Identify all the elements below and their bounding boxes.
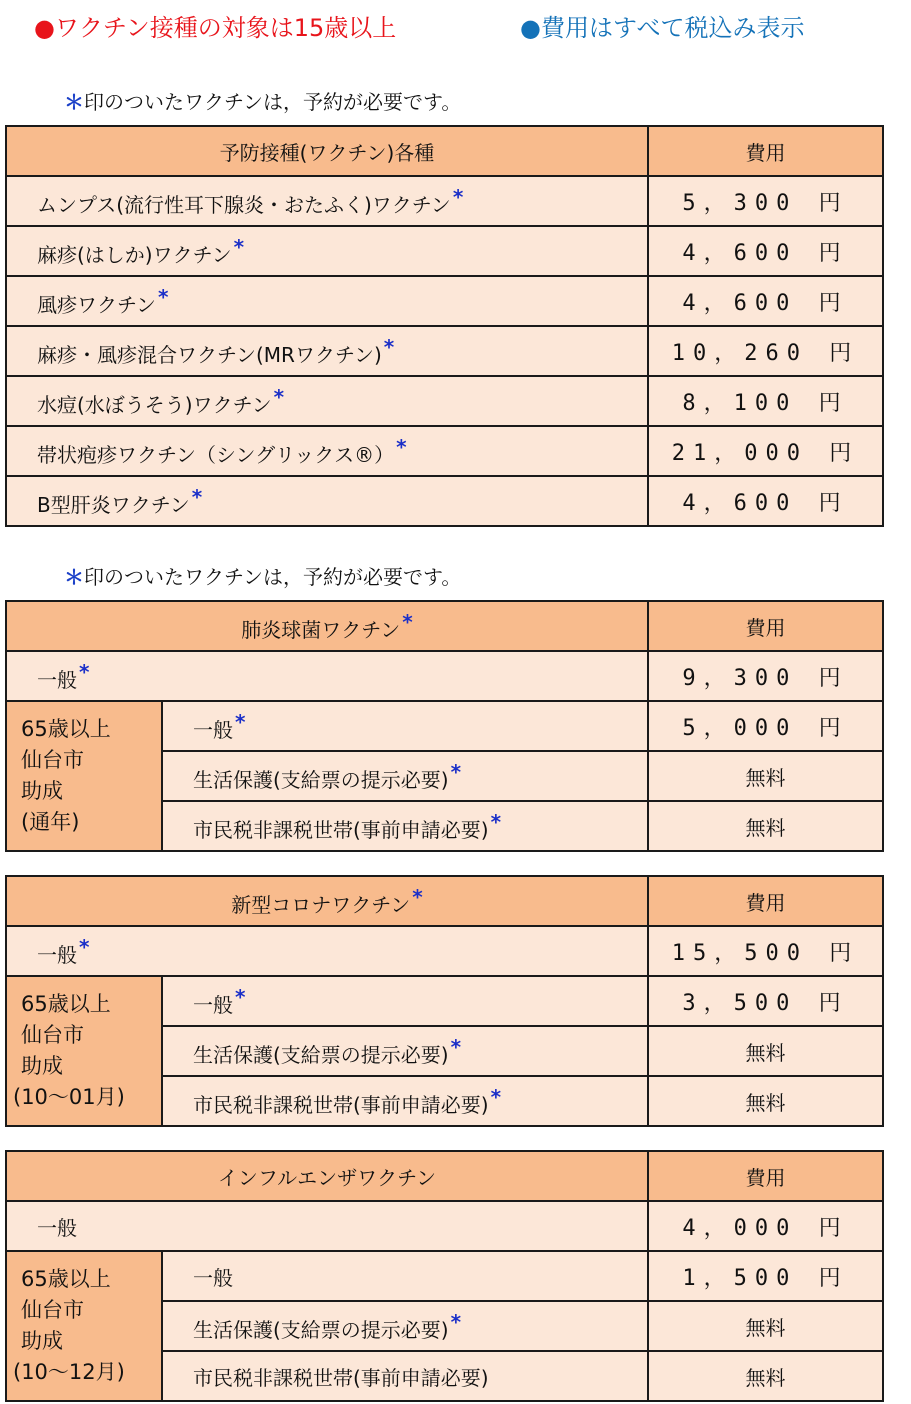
asterisk-mark: ＊ (64, 565, 84, 589)
subsidy-price: 無料 (648, 1026, 883, 1076)
subsidy-category: 市民税非課税世帯(事前申請必要) * (162, 801, 648, 851)
table-header-row (6, 601, 883, 651)
vaccine-price: 4，600 円 (648, 226, 883, 276)
table-row (6, 326, 883, 376)
table-title: インフルエンザワクチン (6, 1151, 648, 1201)
subsidy-category: 生活保護(支給票の提示必要) * (162, 1301, 648, 1351)
vaccine-name: 麻疹・風疹混合ワクチン(MRワクチン) * (6, 326, 648, 376)
target-age-notice: ●ワクチン接種の対象は15歳以上 (34, 14, 397, 42)
vaccine-price: 4，600 円 (648, 476, 883, 526)
column-header-price: 費用 (648, 1151, 883, 1201)
subsidy-price: 5，000 円 (648, 701, 883, 751)
table-row (6, 1201, 883, 1251)
tax-included-notice: ●費用はすべて税込み表示 (520, 14, 805, 42)
table-row (6, 376, 883, 426)
table-row (6, 276, 883, 326)
vaccine-price: 10，260 円 (648, 326, 883, 376)
subsidy-category: 一般 * (162, 701, 648, 751)
vaccine-price: 5，300 円 (648, 176, 883, 226)
general-price: 15，500 円 (648, 926, 883, 976)
covid-vaccine-table (5, 875, 884, 1127)
vaccine-price: 8，100 円 (648, 376, 883, 426)
subsidy-price: 無料 (648, 1351, 883, 1401)
subsidy-price: 無料 (648, 751, 883, 801)
table-row (6, 176, 883, 226)
pneumococcal-table (5, 600, 884, 852)
column-header-price: 費用 (648, 876, 883, 926)
table-header-row (6, 876, 883, 926)
table-header-row (6, 126, 883, 176)
subsidy-price: 無料 (648, 1076, 883, 1126)
general-label: 一般 * (6, 651, 648, 701)
reservation-note-text: 印のついたワクチンは，予約が必要です。 (84, 90, 462, 114)
subsidy-category: 一般 * (162, 976, 648, 1026)
subsidy-category: 一般 (162, 1251, 648, 1301)
vaccine-price-table (5, 125, 884, 527)
column-header-vaccine: 予防接種(ワクチン)各種 (6, 126, 648, 176)
reservation-note-text: 印のついたワクチンは，予約が必要です。 (84, 565, 462, 589)
subsidy-price: 1，500 円 (648, 1251, 883, 1301)
subsidy-price: 無料 (648, 1301, 883, 1351)
table-row (6, 226, 883, 276)
asterisk-mark: ＊ (64, 90, 84, 114)
subsidy-category: 生活保護(支給票の提示必要) * (162, 1026, 648, 1076)
table-title: 肺炎球菌ワクチン * (6, 601, 648, 651)
general-label: 一般 * (6, 926, 648, 976)
vaccine-name: 風疹ワクチン * (6, 276, 648, 326)
general-price: 4，000 円 (648, 1201, 883, 1251)
influenza-vaccine-table (5, 1150, 884, 1402)
subsidy-category: 市民税非課税世帯(事前申請必要) * (162, 1076, 648, 1126)
reservation-note (64, 562, 461, 592)
vaccine-name: 水痘(水ぼうそう)ワクチン * (6, 376, 648, 426)
table-header-row (6, 1151, 883, 1201)
subsidy-group-label: 65歳以上 仙台市 助成 (10～12月) (6, 1251, 162, 1401)
vaccine-price: 21，000 円 (648, 426, 883, 476)
vaccine-name: 帯状疱疹ワクチン（シングリックス®） * (6, 426, 648, 476)
subsidy-group-label: 65歳以上 仙台市 助成 (10～01月) (6, 976, 162, 1126)
reservation-note (64, 87, 461, 117)
table-row (6, 426, 883, 476)
table-row (6, 476, 883, 526)
general-label: 一般 (6, 1201, 648, 1251)
vaccine-name: 麻疹(はしか)ワクチン * (6, 226, 648, 276)
vaccine-price: 4，600 円 (648, 276, 883, 326)
subsidy-price: 無料 (648, 801, 883, 851)
vaccine-name: B型肝炎ワクチン * (6, 476, 648, 526)
table-row (6, 651, 883, 701)
subsidy-price: 3，500 円 (648, 976, 883, 1026)
subsidy-group-label: 65歳以上 仙台市 助成 (通年) (6, 701, 162, 851)
subsidy-category: 生活保護(支給票の提示必要) * (162, 751, 648, 801)
subsidy-category: 市民税非課税世帯(事前申請必要) (162, 1351, 648, 1401)
table-row (6, 1251, 883, 1301)
table-row (6, 701, 883, 751)
general-price: 9，300 円 (648, 651, 883, 701)
column-header-price: 費用 (648, 601, 883, 651)
vaccine-name: ムンプス(流行性耳下腺炎・おたふく)ワクチン * (6, 176, 648, 226)
table-title: 新型コロナワクチン * (6, 876, 648, 926)
table-row (6, 976, 883, 1026)
column-header-price: 費用 (648, 126, 883, 176)
page-header (30, 6, 900, 50)
table-row (6, 926, 883, 976)
